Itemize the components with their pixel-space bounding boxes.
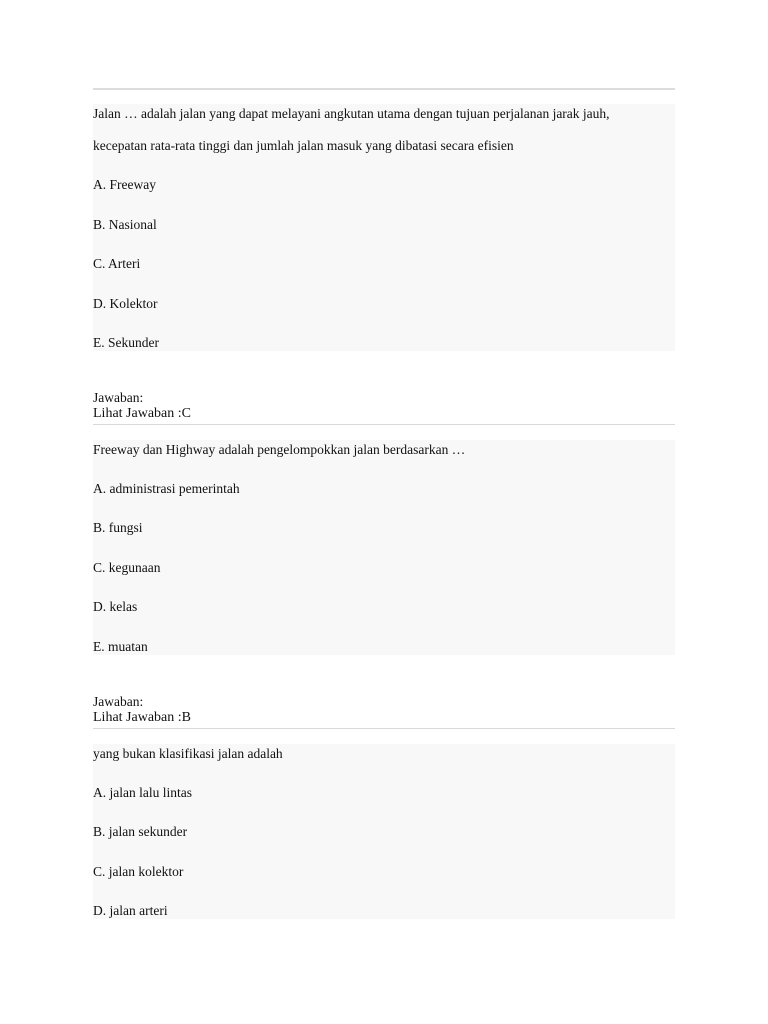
question-2 (93, 440, 675, 655)
answer-2 (93, 694, 191, 726)
question-3 (93, 744, 675, 919)
top-divider (93, 88, 675, 90)
question-3-option-d: D. jalan arteri (93, 903, 168, 918)
question-1 (93, 104, 675, 351)
answer-1 (93, 390, 191, 422)
answer-1-link[interactable]: Lihat Jawaban :C (93, 406, 191, 421)
question-2-option-b: B. fungsi (93, 520, 143, 535)
question-3-option-b: B. jalan sekunder (93, 824, 188, 839)
answer-2-link[interactable]: Lihat Jawaban :B (93, 710, 191, 725)
question-2-option-a: A. administrasi pemerintah (93, 481, 240, 496)
question-1-option-b: B. Nasional (93, 217, 157, 232)
question-2-text-line-1: Freeway dan Highway adalah pengelompokkan jalan berdasarkan … (93, 442, 466, 457)
question-3-option-c: C. jalan kolektor (93, 864, 184, 879)
question-1-text-line-1: Jalan … adalah jalan yang dapat melayani angkutan utama dengan tujuan perjalanan jarak jauh, (93, 106, 610, 121)
divider-2 (93, 728, 675, 729)
divider-1 (93, 424, 675, 425)
question-2-option-e: E. muatan (93, 639, 148, 654)
question-1-option-d: D. Kolektor (93, 296, 158, 311)
question-1-option-c: C. Arteri (93, 256, 141, 271)
question-1-text-line-2: kecepatan rata-rata tinggi dan jumlah jalan masuk yang dibatasi secara efisien (93, 138, 514, 153)
answer-1-label: Jawaban: (93, 390, 144, 405)
answer-2-label: Jawaban: (93, 694, 144, 709)
question-2-option-c: C. kegunaan (93, 560, 161, 575)
question-1-option-a: A. Freeway (93, 177, 156, 192)
question-1-option-e: E. Sekunder (93, 335, 159, 350)
question-3-text-line-1: yang bukan klasifikasi jalan adalah (93, 746, 283, 761)
question-3-option-a: A. jalan lalu lintas (93, 785, 192, 800)
question-2-option-d: D. kelas (93, 599, 138, 614)
